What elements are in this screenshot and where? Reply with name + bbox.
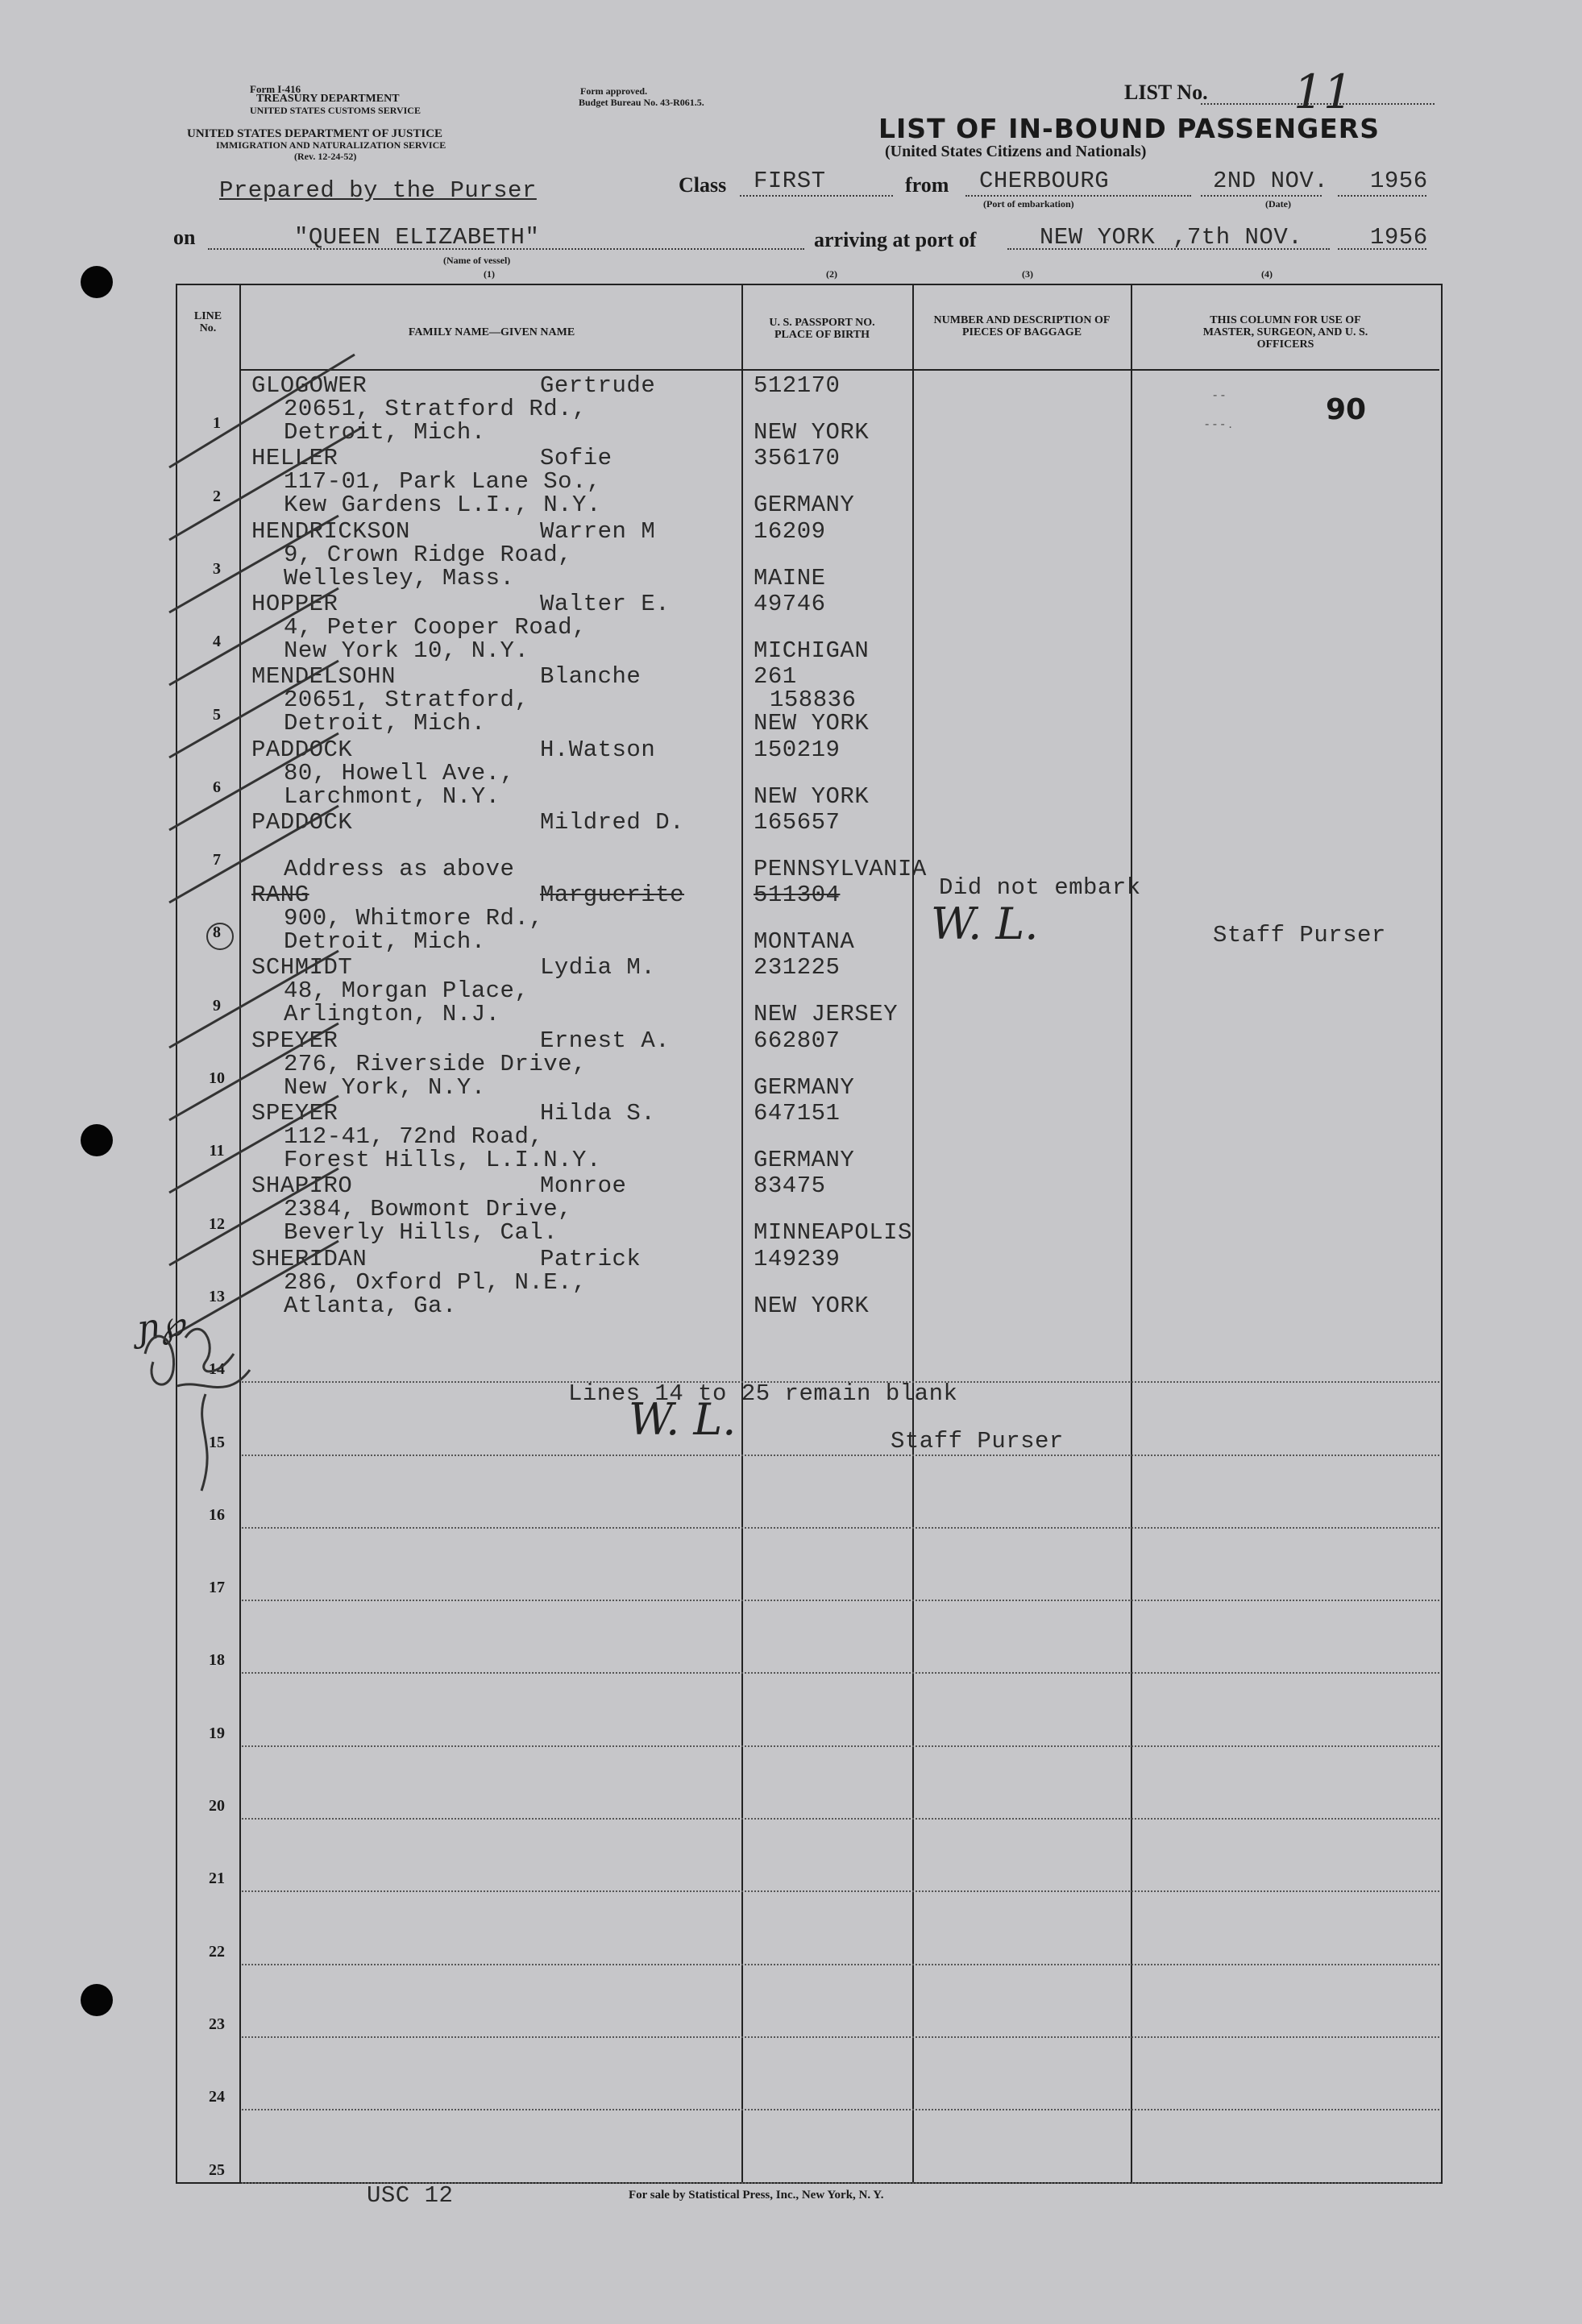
line-number: 3 bbox=[213, 559, 221, 578]
col-header-officers: THIS COLUMN FOR USE OF MASTER, SURGEON, AND U. S. OFFICERS bbox=[1202, 314, 1368, 351]
passport-number: 165657 bbox=[754, 808, 841, 836]
place-of-birth: GERMANY bbox=[754, 1073, 855, 1101]
arrival-port: NEW YORK bbox=[1040, 224, 1156, 251]
line-number: 19 bbox=[209, 1724, 225, 1742]
line-number: 1 bbox=[213, 414, 221, 433]
passport-number: 150219 bbox=[754, 736, 841, 763]
given-name: Marguerite bbox=[540, 882, 685, 909]
family-name: HENDRICKSON bbox=[251, 517, 410, 545]
address-line-2: Beverly Hills, Cal. bbox=[284, 1219, 558, 1247]
given-name: Mildred D. bbox=[540, 808, 685, 836]
row-rule bbox=[242, 1527, 1439, 1529]
address-line-2: Address as above bbox=[284, 855, 515, 882]
address-line-1: 4, Peter Cooper Road, bbox=[284, 613, 587, 641]
address-line-2: Wellesley, Mass. bbox=[284, 564, 515, 591]
given-name: Patrick bbox=[540, 1245, 642, 1272]
treasury-dept: TREASURY DEPARTMENT bbox=[256, 93, 400, 105]
address-line-2: New York, N.Y. bbox=[284, 1073, 486, 1101]
line-number: 15 bbox=[209, 1433, 225, 1451]
line-number: 7 bbox=[213, 851, 221, 869]
given-name: Monroe bbox=[540, 1172, 627, 1200]
punch-hole-bottom bbox=[81, 1984, 113, 2016]
place-of-birth: NEW YORK bbox=[754, 1292, 870, 1319]
family-name: RANG bbox=[251, 882, 309, 909]
address-line-1: 900, Whitmore Rd., bbox=[284, 905, 544, 932]
line-number: 5 bbox=[213, 705, 221, 724]
blank-lines-note: Lines 14 to 25 remain blank bbox=[568, 1380, 958, 1407]
margin-handwriting: ɲ℘ bbox=[134, 1302, 188, 1350]
purser-signature-bottom: W. L. bbox=[629, 1394, 737, 1445]
address-line-2: Atlanta, Ga. bbox=[284, 1292, 457, 1319]
punch-hole-middle bbox=[81, 1124, 113, 1156]
list-no-label: LIST No. bbox=[1124, 81, 1208, 104]
col-num-1: (1) bbox=[484, 268, 495, 280]
address-line-2: Detroit, Mich. bbox=[284, 928, 486, 956]
port-of-embarkation: CHERBOURG bbox=[979, 168, 1110, 194]
col-header-baggage: NUMBER AND DESCRIPTION OF PIECES OF BAGGAGE bbox=[933, 314, 1111, 338]
col-num-2: (2) bbox=[826, 268, 837, 280]
purser-signature-row8: W. L. bbox=[931, 898, 1039, 949]
place-of-birth: GERMANY bbox=[754, 1147, 855, 1173]
place-of-birth: NEW JERSEY bbox=[754, 1001, 899, 1028]
passport-number: 149239 bbox=[754, 1245, 841, 1272]
punch-hole-top bbox=[81, 266, 113, 298]
family-name: GLOGOWER bbox=[251, 372, 367, 399]
given-name: Hilda S. bbox=[540, 1100, 656, 1127]
address-line-2: Kew Gardens L.I., N.Y. bbox=[284, 492, 601, 519]
budget-bureau: Budget Bureau No. 43-R061.5. bbox=[579, 97, 704, 108]
class-value: FIRST bbox=[754, 168, 826, 194]
ins-service: IMMIGRATION AND NATURALIZATION SERVICE bbox=[216, 139, 446, 151]
col-header-name: FAMILY NAME—GIVEN NAME bbox=[408, 326, 575, 338]
address-line-1: 80, Howell Ave., bbox=[284, 759, 515, 786]
staff-purser-row8: Staff Purser bbox=[1213, 922, 1386, 948]
family-name: SPEYER bbox=[251, 1027, 338, 1054]
place-of-birth: MONTANA bbox=[754, 928, 855, 956]
passport-number-corrected: 158836 bbox=[770, 687, 857, 714]
embark-year: 1956 bbox=[1370, 168, 1428, 194]
family-name: HELLER bbox=[251, 445, 338, 472]
address-line-2: Larchmont, N.Y. bbox=[284, 782, 500, 810]
did-not-embark-note: Did not embark bbox=[939, 874, 1141, 901]
line-number: 10 bbox=[209, 1069, 225, 1087]
vessel-caption: (Name of vessel) bbox=[443, 255, 511, 266]
list-no-value: 11 bbox=[1293, 64, 1353, 119]
line-number: 24 bbox=[209, 2088, 225, 2106]
place-of-birth: MAINE bbox=[754, 564, 826, 591]
check-marks bbox=[153, 338, 395, 1346]
staff-purser-bottom: Staff Purser bbox=[891, 1428, 1064, 1455]
margin-scribble bbox=[129, 1305, 274, 1499]
form-approved: Form approved. bbox=[580, 85, 648, 97]
arriving-label: arriving at port of bbox=[814, 228, 977, 251]
line-number: 25 bbox=[209, 2160, 225, 2179]
embark-date: 2ND NOV. bbox=[1213, 168, 1329, 194]
place-of-birth: MICHIGAN bbox=[754, 637, 870, 664]
line-number: 2 bbox=[213, 487, 221, 505]
passport-number: 49746 bbox=[754, 590, 826, 617]
line-number: 14 bbox=[209, 1360, 225, 1379]
row-rule bbox=[242, 1600, 1439, 1601]
prepared-by: Prepared by the Purser bbox=[219, 177, 537, 204]
on-label: on bbox=[173, 226, 196, 249]
passport-number: 647151 bbox=[754, 1100, 841, 1127]
line-number: 16 bbox=[209, 1505, 225, 1524]
officer-note: 90 bbox=[1326, 393, 1367, 426]
customs-service: UNITED STATES CUSTOMS SERVICE bbox=[250, 105, 421, 116]
given-name: Walter E. bbox=[540, 590, 671, 617]
place-of-birth: GERMANY bbox=[754, 492, 855, 519]
row-rule bbox=[242, 1890, 1439, 1892]
row-rule bbox=[242, 2036, 1439, 2038]
address-line-1: 9, Crown Ridge Road, bbox=[284, 541, 573, 568]
row-rule bbox=[242, 1455, 1439, 1456]
place-of-birth: PENNSYLVANIA bbox=[754, 855, 927, 882]
address-line-1: 2384, Bowmont Drive, bbox=[284, 1196, 573, 1223]
col-header-passport: U. S. PASSPORT NO. PLACE OF BIRTH bbox=[769, 317, 875, 341]
passport-number: 511304 bbox=[754, 882, 841, 909]
row-rule bbox=[242, 1745, 1439, 1747]
passport-number: 356170 bbox=[754, 445, 841, 472]
form-title: LIST OF IN-BOUND PASSENGERS bbox=[878, 113, 1380, 144]
passport-number: 662807 bbox=[754, 1027, 841, 1054]
passport-number: 16209 bbox=[754, 517, 826, 545]
line-number: 12 bbox=[209, 1214, 225, 1233]
family-name: SHAPIRO bbox=[251, 1172, 353, 1200]
line-number: 6 bbox=[213, 778, 221, 796]
form-revision: (Rev. 12-24-52) bbox=[294, 151, 357, 162]
justice-dept: UNITED STATES DEPARTMENT OF JUSTICE bbox=[187, 127, 443, 140]
row-rule bbox=[242, 1818, 1439, 1820]
address-line-1: 117-01, Park Lane So., bbox=[284, 468, 601, 496]
form-number: Form I-416 bbox=[250, 83, 301, 95]
line-number: 9 bbox=[213, 996, 221, 1015]
family-name: HOPPER bbox=[251, 590, 338, 617]
address-line-1: 20651, Stratford, bbox=[284, 687, 529, 714]
family-name: MENDELSOHN bbox=[251, 663, 397, 691]
line-number: 8 bbox=[213, 923, 221, 942]
address-line-2: Detroit, Mich. bbox=[284, 710, 486, 737]
from-label: from bbox=[905, 173, 949, 197]
place-of-birth: NEW YORK bbox=[754, 419, 870, 446]
place-of-birth: NEW YORK bbox=[754, 782, 870, 810]
family-name: PADDOCK bbox=[251, 736, 353, 763]
col-header-line-no: LINE No. bbox=[193, 310, 222, 334]
row-rule bbox=[242, 1672, 1439, 1674]
col-num-4: (4) bbox=[1261, 268, 1273, 280]
given-name: Ernest A. bbox=[540, 1027, 671, 1054]
arrival-date: ,7th NOV. bbox=[1173, 224, 1303, 251]
family-name: PADDOCK bbox=[251, 808, 353, 836]
passport-number: 261 bbox=[754, 663, 797, 691]
line-number: 4 bbox=[213, 633, 221, 651]
address-line-1: 20651, Stratford Rd., bbox=[284, 396, 587, 422]
address-line-1: 276, Riverside Drive, bbox=[284, 1050, 587, 1077]
passport-number: 512170 bbox=[754, 372, 841, 399]
line-number: 11 bbox=[209, 1142, 225, 1160]
address-line-2: Detroit, Mich. bbox=[284, 419, 486, 446]
address-line-2: Forest Hills, L.I.N.Y. bbox=[284, 1147, 601, 1173]
usc-number: USC 12 bbox=[367, 2182, 454, 2209]
class-label: Class bbox=[679, 173, 727, 197]
address-line-1: 48, Morgan Place, bbox=[284, 977, 529, 1005]
given-name: Lydia M. bbox=[540, 954, 656, 981]
given-name: Blanche bbox=[540, 663, 642, 691]
address-line-1: 112-41, 72nd Road, bbox=[284, 1123, 544, 1150]
passport-number: 231225 bbox=[754, 954, 841, 981]
given-name: Sofie bbox=[540, 445, 612, 472]
passport-number: 83475 bbox=[754, 1172, 826, 1200]
line-number: 21 bbox=[209, 1870, 225, 1888]
family-name: SHERIDAN bbox=[251, 1245, 367, 1272]
vessel-name: "QUEEN ELIZABETH" bbox=[294, 224, 540, 251]
line-number: 20 bbox=[209, 1797, 225, 1815]
port-caption: (Port of embarkation) bbox=[983, 198, 1074, 210]
date-caption: (Date) bbox=[1265, 198, 1291, 210]
arrival-year: 1956 bbox=[1370, 224, 1428, 251]
address-line-2: Arlington, N.J. bbox=[284, 1001, 500, 1028]
row-rule bbox=[242, 2109, 1439, 2110]
manifest-page: Form I-416 TREASURY DEPARTMENT UNITED STATES CUSTOMS SERVICE UNITED STATES DEPARTMENT OF JUSTICE IMMIGRATION AND NATURALIZATION SERVICE (Rev. 12-24-52) Form approved. Budget Bureau No. 43-R061.5. LIST No. 11 LIST OF IN-BOUND PASSENGERS (United States Citizens and Nationals) Prepared by the Purser Class FIRST from CHERBOURG (Port of embarkation) 2ND NOV. (Date) 1956 on "QUEEN ELIZABETH" (Name of vessel) arriving at port of NEW YORK ,7th NOV. 1956 (1) (2) (3) (4) LINE No. FAMILY NAME—GIVEN NAME U. S. PASSPORT NO. PLACE OF BIRTH NUMBER AND DESCRIPTION OF PIECES OF BAGGAGE THIS COLUMN FOR USE OF MASTER, SURGEON, AND U. S. OFFICERS 1 2 3 4 5 6 7 8 9 10 11 12 13 14 15 16 17 18 19 20 21 22 23 24 25 90 - - - - - . GLOGOWER Gertrude 20651, Stratford Rd., Detroit, Mich. 512170 NEW YORK HELLER Sofie 117-01, Park Lane So., Kew Gardens L.I., N.Y. 356170 GERMANY HENDRICKSON Warren M 9, Crown Ridge Road, Wellesley, Mass. 16209 MAINE HOPPER Walter E. 4, Peter Cooper Road, New York 10, N.Y. 49746 MICHIGAN MENDELSOHN Blanche 20651, Stratford, Detroit, Mich. 261 158836 NEW YORK PADDOCK H.Watson 80, Howell Ave., Larchmont, N.Y. 150219 NEW YORK PADDOCK Mildred D. Address as above 165657 PENNSYLVANIA RANG Marguerite 900, Whitmore Rd., Detroit, Mich. 511304 MONTANA SCHMIDT Lydia M. 48, Morgan Place, Arlington, N.J. 231225 NEW JERSEY SPEYER Ernest A. 276, Riverside Drive, New York, N.Y. 662807 GERMANY SPEYER Hilda S. 112-41, 72nd Road, Forest Hills, L.I.N.Y. 647151 GERMANY SHAPIRO Monroe 2384, Bowmont Drive, Beverly Hills, Cal. 83475 MINNEAPOLIS SHERIDAN Patrick 286, Oxford Pl, N.E., Atlanta, Ga. 149239 NEW YORK Did not embark W. L. Staff Purser ɲ℘ Lines 14 to 25 remain blank W. L. Staff Purser USC 12 For sale by Statistical Press, Inc., New York, N. Y. bbox=[0, 0, 1582, 2324]
row-rule bbox=[242, 1964, 1439, 1965]
place-of-birth: NEW YORK bbox=[754, 710, 870, 737]
line-number: 23 bbox=[209, 2015, 225, 2033]
given-name: H.Watson bbox=[540, 736, 656, 763]
col-num-3: (3) bbox=[1022, 268, 1033, 280]
line-number: 13 bbox=[209, 1287, 225, 1305]
place-of-birth: MINNEAPOLIS bbox=[754, 1219, 912, 1247]
family-name: SCHMIDT bbox=[251, 954, 353, 981]
address-line-2: New York 10, N.Y. bbox=[284, 637, 529, 664]
form-subtitle: (United States Citizens and Nationals) bbox=[885, 143, 1147, 160]
given-name: Gertrude bbox=[540, 372, 656, 399]
line-number: 17 bbox=[209, 1579, 225, 1597]
given-name: Warren M bbox=[540, 517, 656, 545]
family-name: SPEYER bbox=[251, 1100, 338, 1127]
line-number: 22 bbox=[209, 1942, 225, 1961]
address-line-1: 286, Oxford Pl, N.E., bbox=[284, 1268, 587, 1296]
line-number: 18 bbox=[209, 1651, 225, 1670]
printer-credit: For sale by Statistical Press, Inc., New York, N. Y. bbox=[629, 2189, 884, 2202]
